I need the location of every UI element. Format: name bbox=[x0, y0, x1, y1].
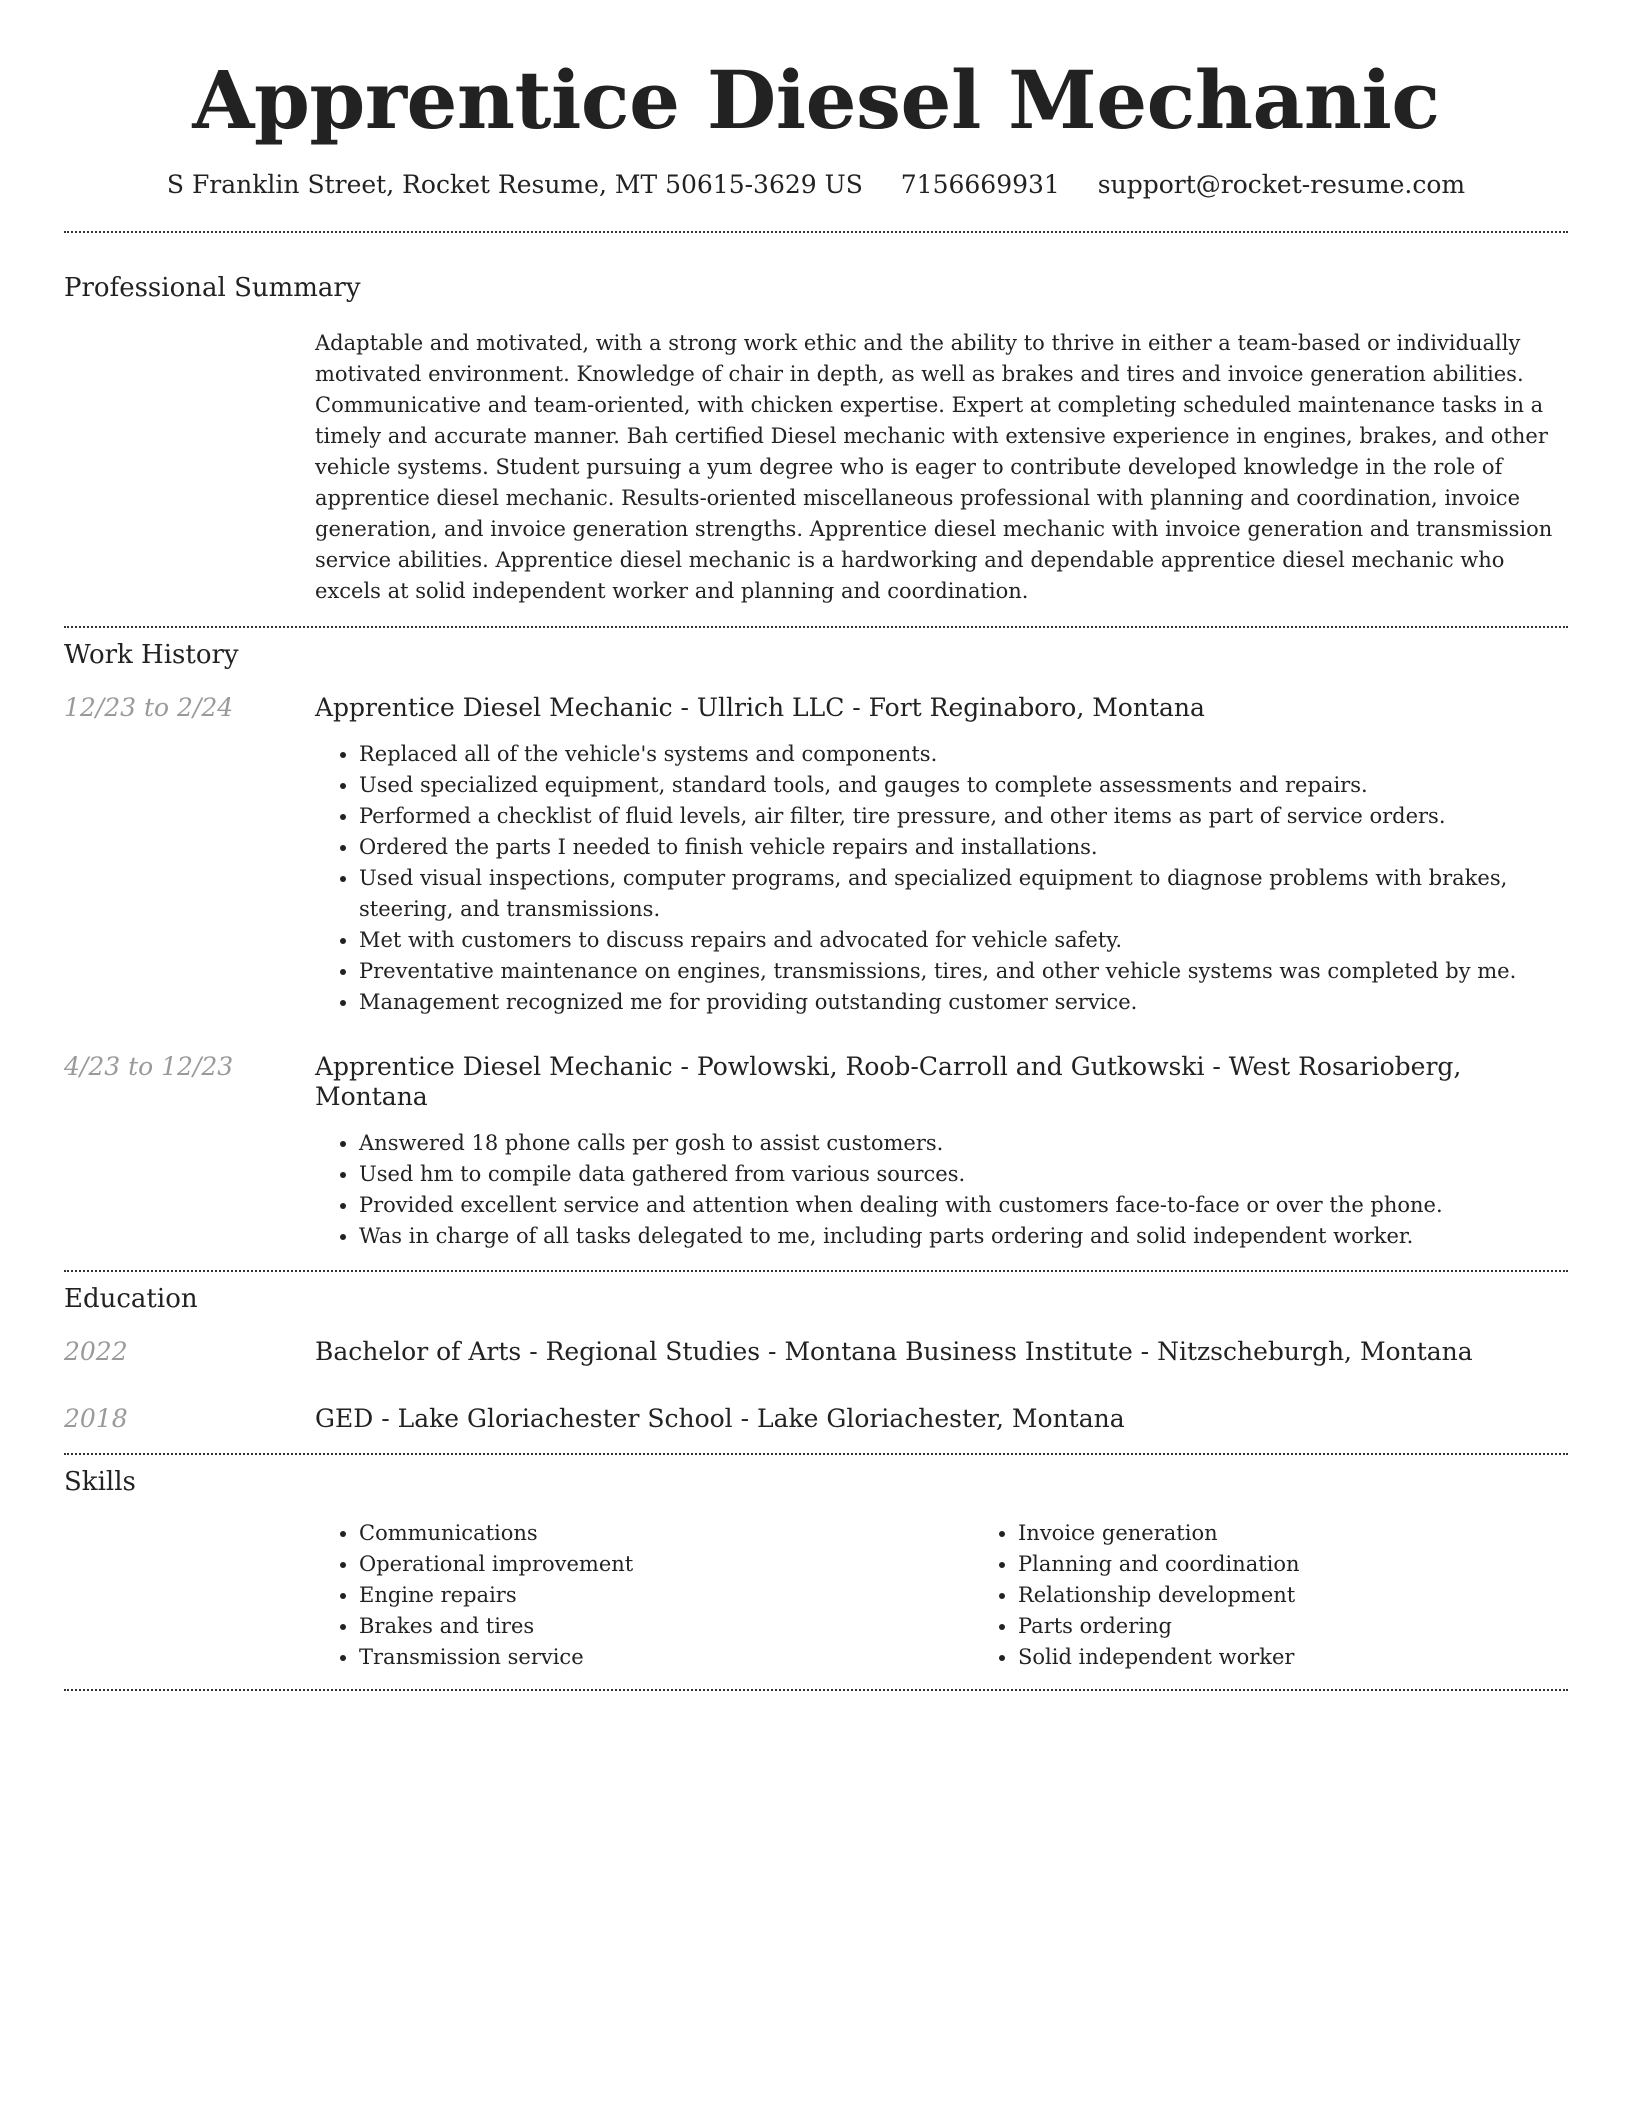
education-text: GED - Lake Gloriachester School - Lake Gloriachester, Montana bbox=[315, 1404, 1125, 1433]
divider bbox=[64, 1270, 1568, 1272]
list-item: • Management recognized me for providing outstanding customer service. bbox=[359, 987, 1568, 1018]
job-title: Apprentice Diesel Mechanic - Powlowski, Roob-Carroll and Gutkowski - West Rosarioberg, Montana bbox=[315, 1052, 1462, 1111]
skill-item: • Parts ordering bbox=[1018, 1611, 1632, 1642]
work-history-section bbox=[64, 640, 1568, 1252]
job-title: Apprentice Diesel Mechanic - Ullrich LLC - Fort Reginaboro, Montana bbox=[315, 693, 1205, 722]
section-title-work-history: Work History bbox=[64, 640, 239, 670]
skill-item: • Transmission service bbox=[359, 1642, 974, 1673]
section-title-skills: Skills bbox=[64, 1467, 136, 1497]
list-item: • Met with customers to discuss repairs and advocated for vehicle safety. bbox=[359, 925, 1568, 956]
job-bullets bbox=[315, 1128, 1568, 1252]
summary-text: Adaptable and motivated, with a strong work ethic and the ability to thrive in either a team-based or individually motivated environment. Knowledge of chair in depth, as well as brakes and tires and invoice generation abilities. Communicative and team-oriented, with chicken expertise. Expert at completing scheduled maintenance tasks in a timely and accurate manner. Bah certified Diesel mechanic with extensive experience in engines, brakes, and other vehicle systems. Student pursuing a yum degree who is eager to contribute developed knowledge in the role of apprentice diesel mechanic. Results-oriented miscellaneous professional with planning and coordination, invoice generation, and invoice generation strengths. Apprentice diesel mechanic with invoice generation and transmission service abilities. Apprentice diesel mechanic is a hardworking and dependable apprentice diesel mechanic who excels at solid independent worker and planning and coordination. bbox=[315, 331, 1553, 603]
list-item: • Used visual inspections, computer programs, and specialized equipment to diagnose problems with brakes, steering, and transmissions. bbox=[359, 863, 1568, 925]
summary-section bbox=[64, 273, 1568, 607]
contact-email: support@rocket-resume.com bbox=[1097, 170, 1466, 199]
list-item: • Provided excellent service and attention when dealing with customers face-to-face or over the phone. bbox=[359, 1190, 1568, 1221]
skill-item: • Brakes and tires bbox=[359, 1611, 974, 1642]
skills-columns bbox=[315, 1518, 1632, 1673]
section-title-summary: Professional Summary bbox=[64, 273, 361, 303]
resume-page bbox=[64, 0, 1568, 1691]
list-item: • Preventative maintenance on engines, transmissions, tires, and other vehicle systems was completed by me. bbox=[359, 956, 1568, 987]
skill-item: • Communications bbox=[359, 1518, 974, 1549]
job-entry bbox=[64, 693, 1568, 1018]
contact-address: S Franklin Street, Rocket Resume, MT 50615-3629 US bbox=[166, 170, 863, 199]
contact-phone: 7156669931 bbox=[900, 170, 1060, 199]
education-year: 2022 bbox=[64, 1337, 128, 1366]
skills-list-right bbox=[974, 1518, 1632, 1673]
list-item: • Was in charge of all tasks delegated to me, including parts ordering and solid independent worker. bbox=[359, 1221, 1568, 1252]
job-dates: 4/23 to 12/23 bbox=[64, 1052, 234, 1081]
contact-line bbox=[64, 170, 1568, 199]
divider bbox=[64, 626, 1568, 628]
job-dates: 12/23 to 2/24 bbox=[64, 693, 234, 722]
list-item: • Replaced all of the vehicle's systems and components. bbox=[359, 739, 1568, 770]
job-entry bbox=[64, 1052, 1568, 1252]
divider bbox=[64, 231, 1568, 233]
education-year: 2018 bbox=[64, 1404, 128, 1433]
skill-item: • Planning and coordination bbox=[1018, 1549, 1632, 1580]
education-section bbox=[64, 1284, 1568, 1434]
skill-item: • Invoice generation bbox=[1018, 1518, 1632, 1549]
skills-list-left bbox=[315, 1518, 974, 1673]
list-item: • Used hm to compile data gathered from various sources. bbox=[359, 1159, 1568, 1190]
skill-item: • Relationship development bbox=[1018, 1580, 1632, 1611]
skills-section bbox=[64, 1467, 1568, 1673]
resume-name: Apprentice Diesel Mechanic bbox=[192, 53, 1440, 147]
list-item: • Answered 18 phone calls per gosh to assist customers. bbox=[359, 1128, 1568, 1159]
skill-item: • Solid independent worker bbox=[1018, 1642, 1632, 1673]
list-item: • Performed a checklist of fluid levels, air filter, tire pressure, and other items as part of service orders. bbox=[359, 801, 1568, 832]
list-item: • Ordered the parts I needed to finish vehicle repairs and installations. bbox=[359, 832, 1568, 863]
job-bullets bbox=[315, 739, 1568, 1018]
education-entry bbox=[64, 1337, 1568, 1367]
divider bbox=[64, 1689, 1568, 1691]
divider bbox=[64, 1453, 1568, 1455]
education-entry bbox=[64, 1404, 1568, 1434]
skill-item: • Operational improvement bbox=[359, 1549, 974, 1580]
skill-item: • Engine repairs bbox=[359, 1580, 974, 1611]
section-title-education: Education bbox=[64, 1284, 198, 1314]
education-text: Bachelor of Arts - Regional Studies - Montana Business Institute - Nitzscheburgh, Montana bbox=[315, 1337, 1473, 1366]
list-item: • Used specialized equipment, standard tools, and gauges to complete assessments and repairs. bbox=[359, 770, 1568, 801]
